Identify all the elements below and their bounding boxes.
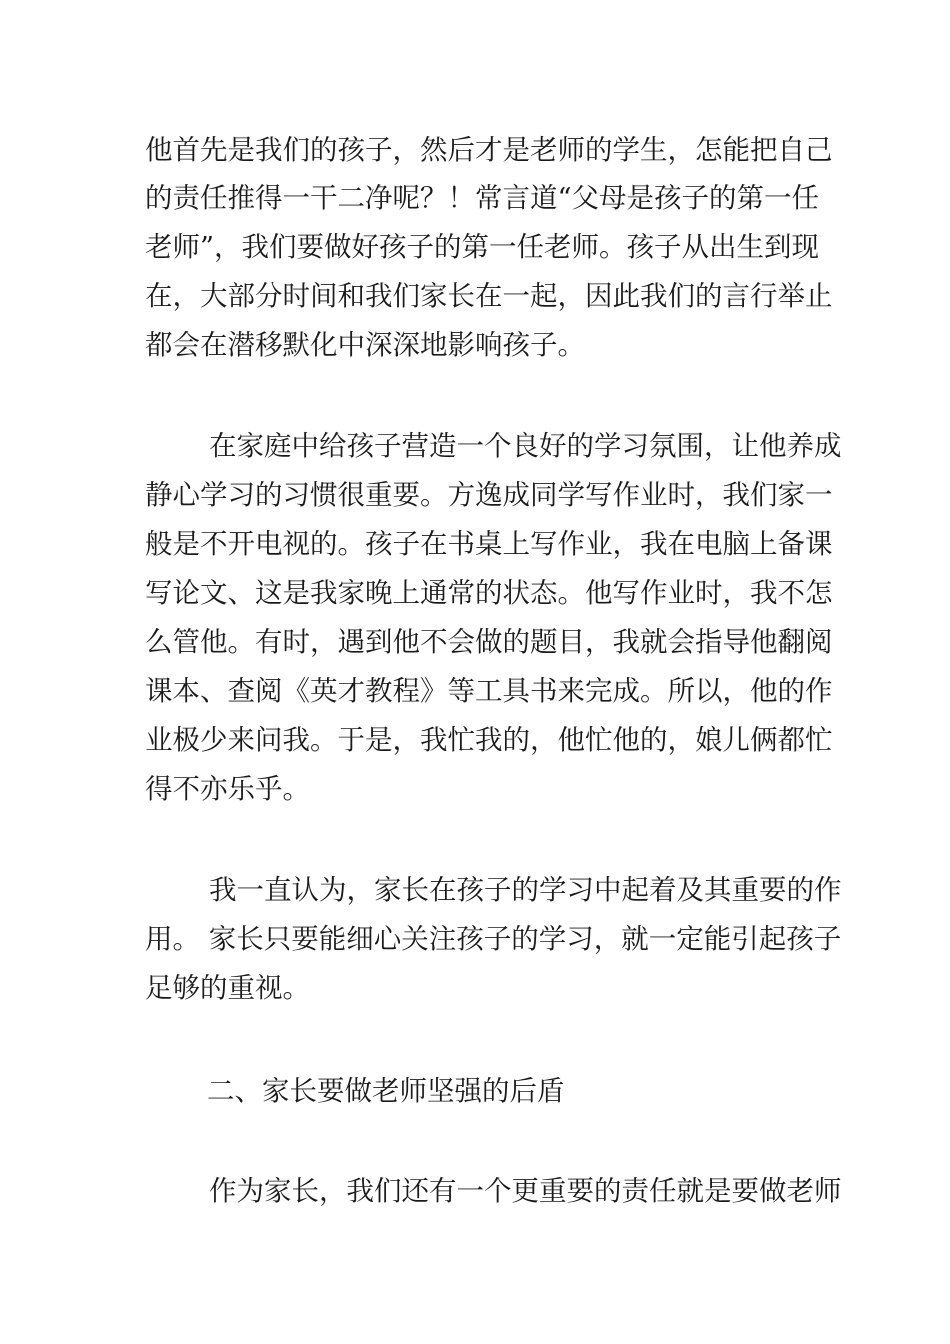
heading-line: 二、家长要做老师坚强的后盾	[207, 1075, 565, 1107]
text-line: 用。 家长只要能细心关注孩子的学习，就一定能引起孩子	[145, 923, 842, 955]
text-line: 老师”，我们要做好孩子的第一任老师。孩子从出生到现	[145, 231, 820, 263]
text-line: 写论文、这是我家晚上通常的状态。他写作业时，我不怎	[145, 577, 833, 609]
text-line: 静心学习的习惯很重要。方逸成同学写作业时，我们家一	[145, 479, 833, 511]
text-line: 我一直认为，家长在孩子的学习中起着及其重要的作	[209, 874, 842, 906]
text-line: 得不亦乐乎。	[145, 773, 310, 805]
text-line: 课本、查阅《英才教程》等工具书来完成。所以，他的作	[145, 675, 833, 707]
text-line: 在，大部分时间和我们家长在一起，因此我们的言行举止	[145, 280, 833, 312]
text-line: 都会在潜移默化中深深地影响孩子。	[145, 329, 585, 361]
text-line: 么管他。有时，遇到他不会做的题目，我就会指导他翻阅	[145, 626, 833, 658]
text-line: 他首先是我们的孩子，然后才是老师的学生，怎能把自己	[145, 134, 833, 166]
text-line: 业极少来问我。于是，我忙我的，他忙他的，娘儿俩都忙	[145, 724, 833, 756]
text-line: 在家庭中给孩子营造一个良好的学习氛围，让他养成	[209, 430, 842, 462]
text-line: 作为家长，我们还有一个更重要的责任就是要做老师	[209, 1175, 842, 1207]
text-line: 的责任推得一干二净呢？！常言道“父母是孩子的第一任	[145, 182, 820, 214]
text-line: 足够的重视。	[145, 972, 310, 1004]
text-line: 般是不开电视的。孩子在书桌上写作业，我在电脑上备课	[145, 528, 833, 560]
